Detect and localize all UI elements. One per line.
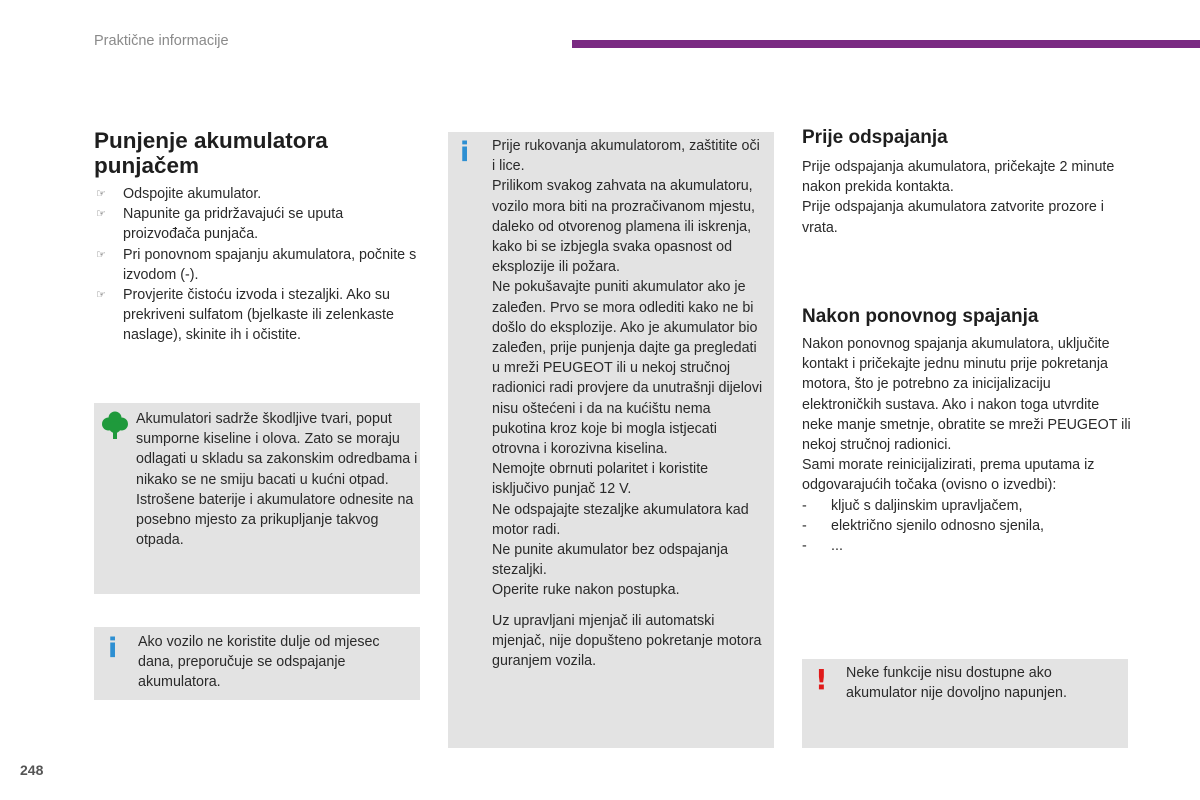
step-text: Pri ponovnom spajanju akumulatora, počnite s izvodom (-).	[123, 246, 417, 283]
storage-info-text: Ako vozilo ne koristite dulje od mjesec dana, preporučuje se odspajanje akumulatora.	[138, 634, 380, 691]
after-reconnect-text	[802, 334, 1132, 556]
pointing-hand-icon: ☞	[96, 248, 106, 261]
list-item	[94, 204, 424, 244]
warning-icon: !	[815, 663, 828, 696]
safety-text-6: Ne punite akumulator bez odspajanja stezaljki.	[492, 542, 729, 579]
safety-text-7: Operite ruke nakon postupka.	[492, 582, 680, 599]
pointing-hand-icon: ☞	[96, 188, 106, 200]
environment-note-box	[94, 403, 420, 594]
environment-note-text: Akumulatori sadrže škodljive tvari, poput sumporne kiseline i olova. Zato se moraju odlagati u skladu sa zakonskim odredbama i nikako se ne smiju bacati u kućni otpad.	[136, 411, 418, 488]
step-text: Napunite ga pridržavajući se uputa proizvođača punjača.	[123, 206, 344, 243]
safety-text-3: Ne pokušavajte puniti akumulator ako je zaleđen. Prvo se mora odlediti kako ne bi došlo do eksplozije. Ako je akumulator bio zaleđen, prije punjenja dajte ga pregledati u mreži PEUGEOT ili u nekoj stručnoj radionici radi provjere da unutrašnji dijelovi nisu oštećeni i da na kućištu nema pukotina kroz koje bi mogla istjecati otrovna i korozivna kiselina.	[492, 279, 763, 458]
after-reconnect-p2: Sami morate reinicijalizirati, prema uputama iz odgovarajućih točaka (ovisno o izvedbi):	[802, 457, 1095, 494]
warning-box	[802, 659, 1128, 748]
step-text: Provjerite čistoću izvoda i stezaljki. Ako su prekriveni sulfatom (bjelkaste ili zelenkaste naslage), skinite ih i očistite.	[123, 287, 394, 344]
after-reconnect-p1: Nakon ponovnog spajanja akumulatora, uključite kontakt i pričekajte jednu minutu prije pokretanja motora, što je potrebno za inicijalizaciju elektroničkih sustava. Ako i nakon toga utvrdite neke manje smetnje, obratite se mreži PEUGEOT ili nekoj stručnoj radionici.	[802, 336, 1131, 454]
leaf-icon	[102, 410, 128, 440]
info-icon: i	[108, 633, 118, 664]
before-disconnect-p1: Prije odspajanja akumulatora, pričekajte 2 minute nakon prekida kontakta.	[802, 159, 1115, 196]
reinit-item: ...	[831, 538, 843, 555]
reinit-item: električno sjenilo odnosno sjenila,	[831, 517, 1044, 534]
environment-note-text-2: Istrošene baterije i akumulatore odnesite na posebno mjesto za prikupljanje takvog otpada.	[136, 491, 414, 549]
info-icon: i	[460, 137, 470, 168]
step-text: Odspojite akumulator.	[123, 186, 262, 202]
storage-info-box	[94, 627, 420, 700]
header-accent-bar	[572, 40, 1200, 48]
list-item: - ključ s daljinskim upravljačem,	[802, 497, 1023, 514]
warning-text: Neke funkcije nisu dostupne ako akumulator nije dovoljno napunjen.	[846, 665, 1067, 702]
list-item	[94, 184, 424, 204]
safety-text-2: Prilikom svakog zahvata na akumulatoru, vozilo mora biti na prozračivanom mjestu, daleko od otvorenog plamena ili iskrenja, kako bi se izbjegla svaka opasnost od eksplozije ili požara.	[492, 178, 756, 276]
safety-text-4: Nemojte obrnuti polaritet i koristite isključivo punjač 12 V.	[492, 461, 709, 498]
before-disconnect-title: Prije odspajanja	[802, 127, 948, 148]
page-number: 248	[20, 762, 44, 778]
section-title-charging: Punjenje akumulatora punjačem	[94, 128, 328, 178]
section-header: Praktične informacije	[94, 33, 229, 49]
reinit-item: ključ s daljinskim upravljačem,	[831, 497, 1023, 514]
before-disconnect-text	[802, 157, 1132, 238]
charging-steps-list	[94, 184, 424, 346]
list-item: - ...	[802, 538, 843, 555]
pointing-hand-icon: ☞	[96, 289, 106, 302]
safety-text-8: Uz upravljani mjenjač ili automatski mjenjač, nije dopušteno pokretanje motora guranjem vozila.	[492, 612, 762, 670]
list-item: - električno sjenilo odnosno sjenila,	[802, 517, 1044, 534]
list-item	[94, 245, 424, 285]
list-item	[94, 285, 424, 346]
safety-text-5: Ne odspajajte stezaljke akumulatora kad motor radi.	[492, 501, 749, 538]
before-disconnect-p2: Prije odspajanja akumulatora zatvorite prozore i vrata.	[802, 199, 1104, 236]
safety-text-1: Prije rukovanja akumulatorom, zaštitite oči i lice.	[492, 138, 760, 175]
pointing-hand-icon: ☞	[96, 208, 106, 221]
reinit-list	[802, 496, 1132, 557]
safety-info-box	[448, 132, 774, 748]
after-reconnect-title: Nakon ponovnog spajanja	[802, 306, 1039, 327]
